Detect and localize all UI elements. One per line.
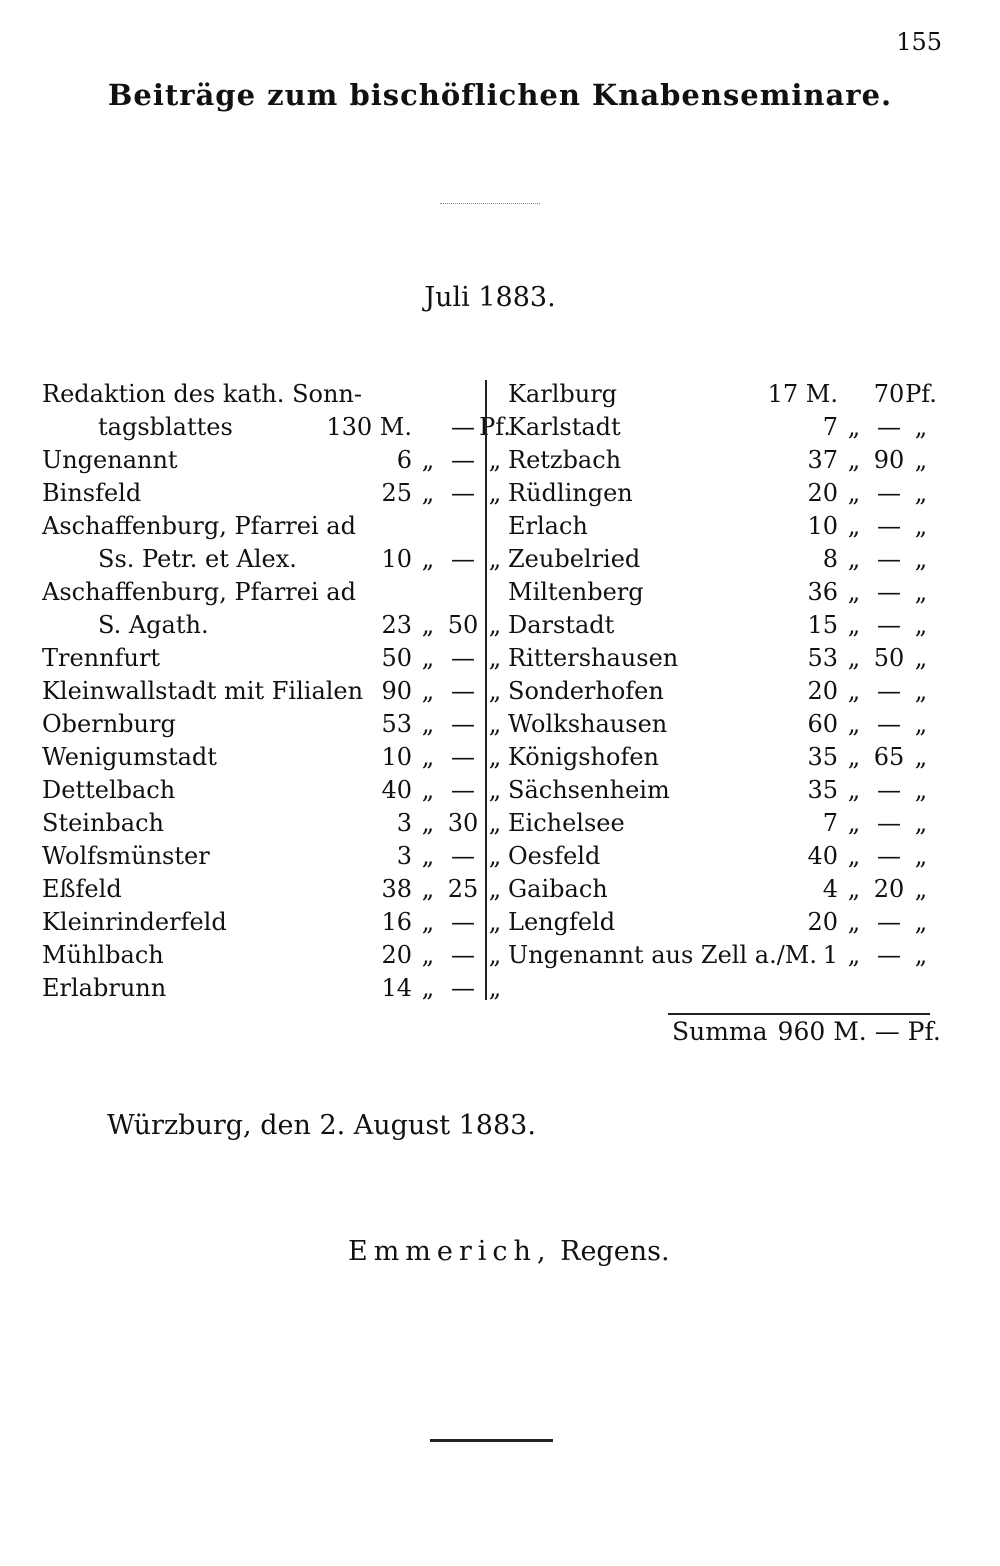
entry-ditto: „ [488,809,502,837]
entry-pfennig: — [877,842,901,870]
list-item [42,873,502,906]
entry-name: Trennfurt [42,644,161,672]
entry-name: Kleinrinderfeld [42,908,227,936]
entry-marks: 8 [822,545,838,573]
entry-ditto: „ [488,842,502,870]
entry-name: Königshofen [508,743,659,771]
entry-marks: 37 [807,446,838,474]
place-date: Würzburg, den 2. August 1883. [107,1110,536,1141]
entry-ditto: „ [421,479,435,507]
entry-pfennig: — [451,842,475,870]
list-item [42,807,502,840]
entry-ditto: „ [421,941,435,969]
entry-name: S. Agath. [98,611,209,639]
entry-pfennig: — [877,941,901,969]
list-item [42,609,502,642]
entry-marks: 53 [807,644,838,672]
entry-ditto: „ [914,545,928,573]
entry-ditto: „ [914,842,928,870]
entry-name: Sonderhofen [508,677,664,705]
entry-marks: 25 [381,479,412,507]
sum-value: 960 M. — Pf. [777,1017,941,1046]
entry-ditto: „ [421,644,435,672]
entry-name: Dettelbach [42,776,176,804]
entry-name: Steinbach [42,809,164,837]
entry-ditto: „ [488,644,502,672]
entry-name: Miltenberg [508,578,644,606]
entry-marks: 35 [807,743,838,771]
entry-ditto: „ [914,446,928,474]
entry-marks: 10 [381,743,412,771]
entry-name: Wolfsmünster [42,842,210,870]
entry-marks: 20 [807,908,838,936]
entry-ditto: „ [847,677,861,705]
list-item [42,906,502,939]
entry-name: Darstadt [508,611,615,639]
entry-pfennig: 90 [873,446,905,474]
entry-marks: 23 [381,611,412,639]
entry-ditto: „ [847,875,861,903]
entry-marks: 130 M. [326,413,412,441]
entry-name: Kleinwallstadt mit Filialen [42,677,364,705]
list-item [42,411,511,444]
list-item [508,477,948,510]
entry-ditto: „ [421,776,435,804]
sum-total [672,1014,951,1050]
entry-marks: 20 [807,677,838,705]
entry-name: tagsblattes [98,413,233,441]
list-item [508,411,948,444]
entry-name: Gaibach [508,875,608,903]
entry-ditto: „ [914,413,928,441]
entry-name: Sächsenheim [508,776,670,804]
entry-ditto: „ [421,743,435,771]
entry-ditto: „ [488,710,502,738]
entry-pfennig: — [877,545,901,573]
entry-ditto: Pf. [905,380,937,408]
entry-ditto: „ [914,479,928,507]
list-item [508,741,948,774]
entry-name: Eichelsee [508,809,625,837]
entry-name: Redaktion des kath. Sonn- [42,380,362,408]
month-heading: Juli 1883. [424,282,556,313]
entry-pfennig: — [877,776,901,804]
entry-pfennig: — [451,413,475,441]
entry-name: Rittershausen [508,644,679,672]
entry-name: Binsfeld [42,479,142,507]
entry-name: Ungenannt [42,446,178,474]
list-item [42,708,502,741]
entry-pfennig: — [877,710,901,738]
entry-ditto: „ [914,743,928,771]
entry-ditto: „ [488,743,502,771]
entry-ditto: „ [914,875,928,903]
entry-ditto: „ [421,908,435,936]
entry-name: Ungenannt aus Zell a./M. [508,941,817,969]
entry-name: Karlburg [508,380,618,408]
entry-pfennig: — [877,479,901,507]
list-item [508,378,948,411]
list-item [42,444,502,477]
entry-name: Zeubelried [508,545,641,573]
entry-marks: 3 [396,842,412,870]
entry-marks: 16 [381,908,412,936]
entry-ditto: „ [847,941,861,969]
entry-marks: 6 [396,446,412,474]
entry-ditto: „ [847,710,861,738]
entry-ditto: „ [421,875,435,903]
entry-pfennig: — [451,677,475,705]
entry-name: Rüdlingen [508,479,633,507]
entry-pfennig: — [451,545,475,573]
entry-pfennig: — [451,479,475,507]
entry-ditto: „ [914,776,928,804]
signature [348,1236,670,1267]
entry-name: Wolkshausen [508,710,668,738]
entry-pfennig: — [451,644,475,672]
entry-ditto: „ [421,842,435,870]
list-item [508,774,948,807]
entry-marks: 3 [396,809,412,837]
entry-ditto: „ [421,710,435,738]
entry-name: Eßfeld [42,875,122,903]
list-item [42,477,502,510]
entry-marks: 20 [381,941,412,969]
entry-name: Erlach [508,512,588,540]
list-item [508,873,948,906]
entry-pfennig: — [451,941,475,969]
entry-name: Obernburg [42,710,176,738]
entry-marks: 20 [807,479,838,507]
list-item [508,708,948,741]
column-divider [485,380,487,1000]
entry-ditto: „ [847,776,861,804]
list-item [42,378,482,411]
entry-marks: 36 [807,578,838,606]
entry-ditto: „ [488,974,502,1002]
list-item [42,774,502,807]
list-item [42,510,482,543]
entry-ditto: „ [914,677,928,705]
entry-pfennig: — [451,743,475,771]
entry-pfennig: — [451,974,475,1002]
entry-ditto: „ [488,908,502,936]
entry-marks: 7 [822,809,838,837]
entry-ditto: „ [914,710,928,738]
entry-marks: 4 [822,875,838,903]
entry-ditto: „ [488,677,502,705]
entry-ditto: „ [847,446,861,474]
entry-name: Lengfeld [508,908,616,936]
entry-ditto: „ [421,809,435,837]
entry-ditto: „ [914,941,928,969]
entry-marks: 40 [807,842,838,870]
list-item [508,840,948,873]
entry-ditto: „ [914,578,928,606]
list-item [508,543,948,576]
entry-pfennig: 50 [873,644,905,672]
signature-name: Emmerich, [348,1236,552,1267]
entry-pfennig: 30 [447,809,479,837]
entry-ditto: „ [421,545,435,573]
entry-name: Mühlbach [42,941,164,969]
list-item [42,840,502,873]
entry-pfennig: — [877,512,901,540]
entry-name: Ss. Petr. et Alex. [98,545,297,573]
entry-name: Oesfeld [508,842,601,870]
list-item [508,510,948,543]
entry-pfennig: 70 [873,380,905,408]
entry-marks: 1 [822,941,838,969]
entry-name: Retzbach [508,446,622,474]
entry-ditto: „ [488,479,502,507]
entry-marks: 50 [381,644,412,672]
list-item [508,939,948,972]
list-item [42,675,502,708]
entry-marks: 35 [807,776,838,804]
list-item [42,972,502,1005]
signature-role: Regens. [560,1236,670,1267]
entry-ditto: „ [914,611,928,639]
entry-pfennig: — [877,578,901,606]
entry-ditto: „ [421,974,435,1002]
entry-pfennig: 65 [873,743,905,771]
entry-ditto: „ [847,644,861,672]
sum-label: Summa [672,1017,768,1046]
entry-ditto: „ [847,611,861,639]
entry-pfennig: — [451,908,475,936]
list-item [508,807,948,840]
list-item [42,642,502,675]
entry-ditto: „ [847,578,861,606]
decorative-divider [440,203,540,204]
entry-pfennig: — [877,809,901,837]
entry-ditto: „ [847,479,861,507]
end-rule [430,1439,553,1442]
entry-pfennig: — [451,446,475,474]
entry-marks: 38 [381,875,412,903]
list-item [508,642,948,675]
list-item [508,906,948,939]
entry-ditto: „ [847,545,861,573]
entry-ditto: „ [847,512,861,540]
entry-pfennig: — [877,611,901,639]
list-item [42,576,482,609]
entry-ditto: „ [488,446,502,474]
entry-pfennig: 25 [447,875,479,903]
list-item [508,444,948,477]
entry-ditto: „ [914,644,928,672]
entry-ditto: „ [421,446,435,474]
entry-ditto: „ [914,908,928,936]
entry-ditto: „ [488,776,502,804]
entry-pfennig: — [877,413,901,441]
entry-name: Wenigumstadt [42,743,217,771]
entry-pfennig: — [877,908,901,936]
entry-ditto: Pf. [479,413,511,441]
list-item [42,741,502,774]
entry-marks: 10 [807,512,838,540]
entry-marks: 60 [807,710,838,738]
entry-pfennig: 50 [447,611,479,639]
entry-name: Aschaffenburg, Pfarrei ad [42,512,356,540]
entry-ditto: „ [421,677,435,705]
entry-ditto: „ [847,842,861,870]
entry-name: Aschaffenburg, Pfarrei ad [42,578,356,606]
entry-ditto: „ [488,545,502,573]
list-item [42,939,502,972]
entry-ditto: „ [847,908,861,936]
entry-marks: 53 [381,710,412,738]
entry-name: Karlstadt [508,413,621,441]
entry-ditto: „ [847,413,861,441]
entry-marks: 15 [807,611,838,639]
entry-marks: 40 [381,776,412,804]
entry-pfennig: — [451,776,475,804]
entry-ditto: „ [847,743,861,771]
entry-ditto: „ [914,809,928,837]
list-item [508,609,948,642]
entry-marks: 17 M. [767,380,838,408]
entry-ditto: „ [847,809,861,837]
entry-name: Erlabrunn [42,974,167,1002]
page-number: 155 [896,28,942,56]
entry-ditto: „ [488,941,502,969]
entry-ditto: „ [421,611,435,639]
entry-ditto: „ [488,875,502,903]
page-title: Beiträge zum bischöflichen Knabenseminare. [107,78,893,112]
list-item [42,543,502,576]
entry-pfennig: — [877,677,901,705]
entry-marks: 90 [381,677,412,705]
list-item [508,675,948,708]
list-item [508,576,948,609]
entry-ditto: „ [914,512,928,540]
entry-pfennig: 20 [873,875,905,903]
entry-pfennig: — [451,710,475,738]
entry-marks: 14 [381,974,412,1002]
entry-marks: 7 [822,413,838,441]
entry-marks: 10 [381,545,412,573]
entry-ditto: „ [488,611,502,639]
